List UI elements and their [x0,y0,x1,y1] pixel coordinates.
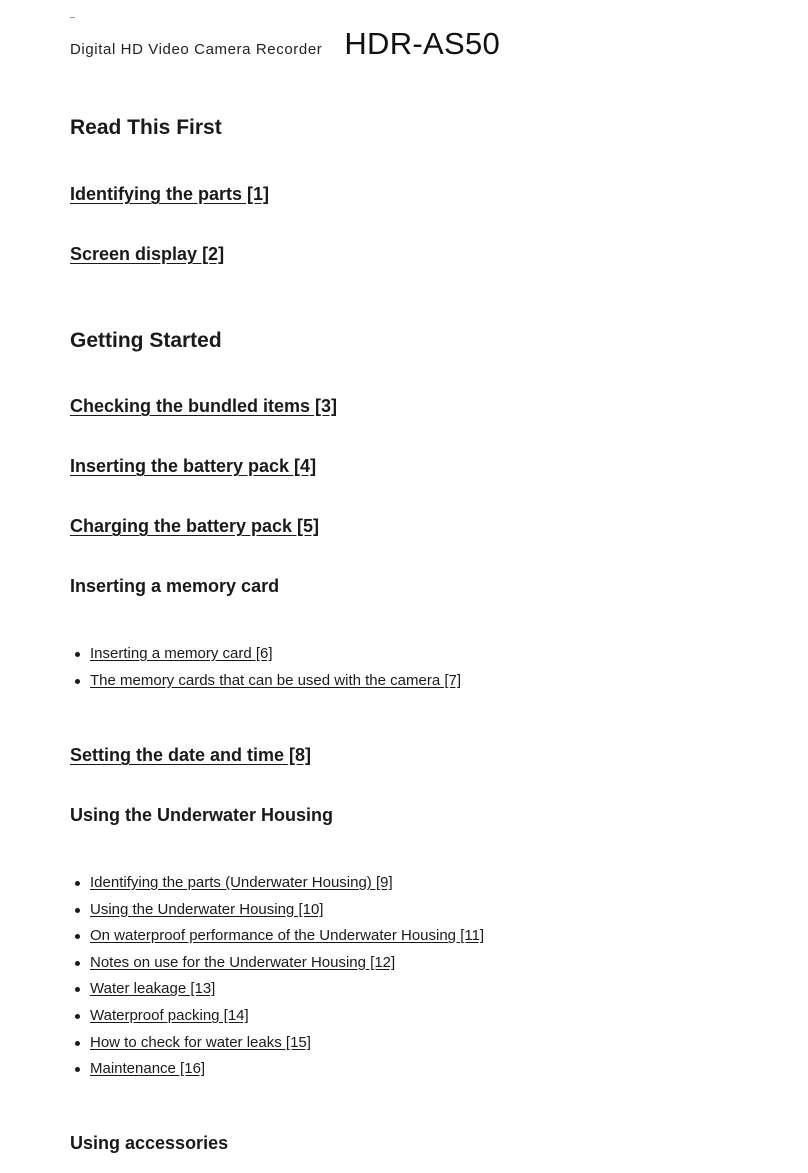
document-header [70,26,500,62]
link-water-leakage[interactable]: Water leakage [13] [90,980,216,998]
bullet-icon [75,1014,80,1019]
list-item [70,1003,484,1030]
model-name: HDR-AS50 [344,26,501,61]
link-check-water-leaks[interactable]: How to check for water leaks [15] [90,1033,311,1051]
list-item [70,641,461,668]
list-item [70,668,461,695]
memory-card-list [70,641,461,694]
link-maintenance[interactable]: Maintenance [16] [90,1060,206,1078]
list-item [70,1030,484,1057]
link-checking-bundled-items[interactable]: Checking the bundled items [3] [70,396,338,416]
underwater-housing-list [70,870,484,1083]
list-item [70,870,484,897]
link-screen-display[interactable]: Screen display [2] [70,244,225,264]
link-inserting-battery-pack[interactable]: Inserting the battery pack [4] [70,456,317,476]
bullet-icon [75,987,80,992]
link-inserting-memory-card[interactable]: Inserting a memory card [6] [90,645,273,662]
bullet-icon [75,1067,80,1072]
link-waterproof-performance[interactable]: On waterproof performance of the Underwater Housing [11] [90,927,485,945]
bullet-icon [75,679,80,684]
link-identifying-parts-underwater-housing[interactable]: Identifying the parts (Underwater Housing) [9] [90,874,393,891]
link-charging-battery-pack[interactable]: Charging the battery pack [5] [70,516,320,536]
heading-using-accessories: Using accessories [70,1133,229,1153]
bullet-icon [75,908,80,913]
bullet-icon [75,961,80,966]
list-item [70,976,484,1003]
list-item [70,923,484,950]
link-usable-memory-cards[interactable]: The memory cards that can be used with the camera [7] [90,671,462,689]
list-item [70,897,484,924]
link-using-underwater-housing[interactable]: Using the Underwater Housing [10] [90,900,324,918]
bullet-icon [75,934,80,939]
heading-using-underwater-housing: Using the Underwater Housing [70,805,334,825]
bullet-icon [75,881,80,886]
bullet-icon [75,1041,80,1046]
link-notes-on-use[interactable]: Notes on use for the Underwater Housing [12] [90,953,396,971]
product-description: Digital HD Video Camera Recorder [70,41,323,58]
section-title-read-this-first: Read This First [70,116,222,139]
list-item [70,950,484,977]
list-item [70,1056,484,1083]
header-mark [70,17,75,18]
link-waterproof-packing[interactable]: Waterproof packing [14] [90,1006,249,1024]
link-identifying-the-parts[interactable]: Identifying the parts [1] [70,184,270,204]
section-title-getting-started: Getting Started [70,329,222,352]
link-setting-date-time[interactable]: Setting the date and time [8] [70,745,312,765]
heading-inserting-memory-card: Inserting a memory card [70,576,280,596]
bullet-icon [75,652,80,657]
